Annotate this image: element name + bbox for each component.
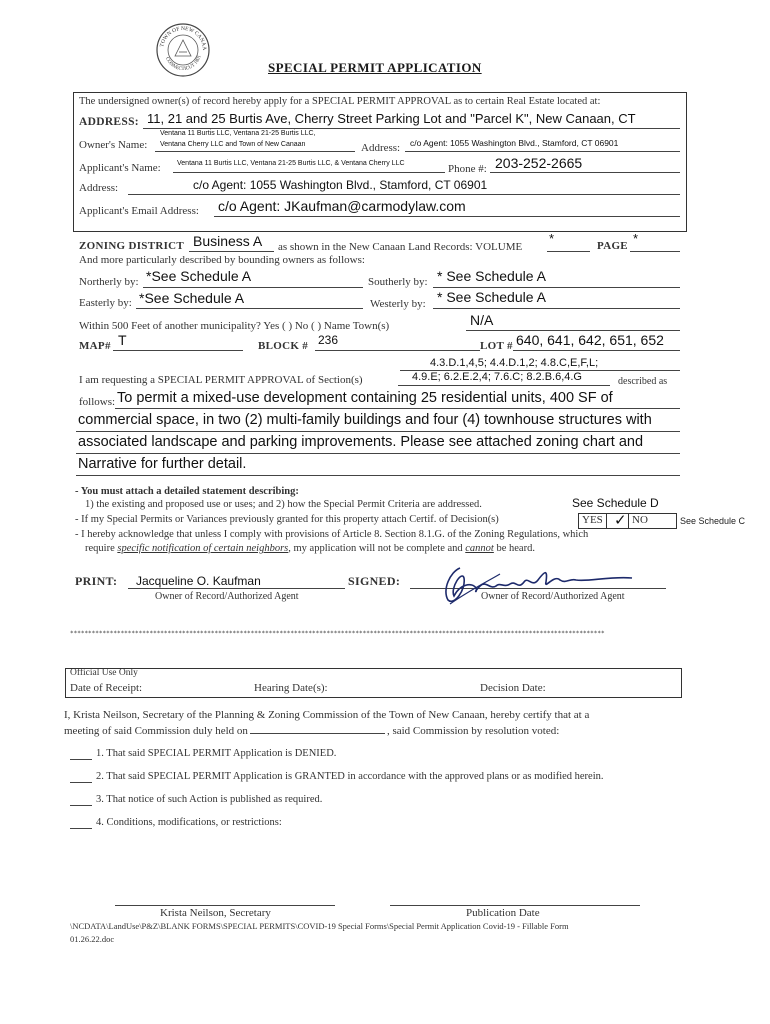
map-label: MAP# <box>79 340 111 352</box>
certification-line-2: meeting of said Commission duly held on , said Commission by resolution voted: <box>64 725 560 737</box>
address-label: ADDRESS: <box>79 116 139 128</box>
southerly-field[interactable]: * See Schedule A <box>437 268 546 284</box>
neighbor-notification-link[interactable]: specific notification of certain neighbors <box>117 543 289 554</box>
hearing-dates-label: Hearing Date(s): <box>254 682 328 694</box>
check-icon: ✓ <box>614 511 627 529</box>
official-use-box <box>65 668 682 698</box>
description-line-4[interactable]: Narrative for further detail. <box>78 456 247 472</box>
lot-label: LOT # <box>480 340 513 352</box>
svg-text:CONNECTICUT 1801: CONNECTICUT 1801 <box>164 54 203 73</box>
vote-item-4[interactable]: 4. Conditions, modifications, or restrictions: <box>96 817 282 828</box>
northerly-label: Northerly by: <box>79 276 139 288</box>
page-label: PAGE <box>597 240 628 252</box>
applicant-name-field[interactable]: Ventana 11 Burtis LLC, Ventana 21-25 Burtis LLC, & Ventana Cherry LLC <box>177 160 405 167</box>
decision-date-label: Decision Date: <box>480 682 546 694</box>
within-500-text: Within 500 Feet of another municipality? Yes ( ) No ( ) Name Town(s) <box>79 320 390 332</box>
map-field[interactable]: T <box>118 332 127 348</box>
lot-field[interactable]: 640, 641, 642, 651, 652 <box>516 332 664 348</box>
description-line-3[interactable]: associated landscape and parking improvements. Please see attached zoning chart and <box>78 434 644 450</box>
owner-address-field[interactable]: c/o Agent: 1055 Washington Blvd., Stamford, CT 06901 <box>410 138 619 148</box>
schedule-c-note: See Schedule C <box>680 516 746 526</box>
email-label: Applicant's Email Address: <box>79 205 199 217</box>
meeting-date-field[interactable] <box>250 723 385 734</box>
applicant-address-label: Address: <box>79 182 119 194</box>
sections-field-line2[interactable]: 4.9.E; 6.2.E.2,4; 7.6.C; 8.2.B.6,4.G <box>412 371 582 383</box>
description-line-1[interactable]: To permit a mixed-use development containing 25 residential units, 400 SF of <box>117 390 613 406</box>
intro-text: The undersigned owner(s) of record hereby apply for a SPECIAL PERMIT APPROVAL as to certain Real Estate located at: <box>79 96 601 107</box>
address-field[interactable]: 11, 21 and 25 Burtis Ave, Cherry Street Parking Lot and "Parcel K", New Canaan, CT <box>147 111 636 126</box>
yes-option[interactable]: YES <box>582 514 603 526</box>
southerly-label: Southerly by: <box>368 276 428 288</box>
print-name-field[interactable]: Jacqueline O. Kaufman <box>136 574 261 588</box>
secretary-label: Krista Neilson, Secretary <box>160 907 271 919</box>
easterly-field[interactable]: *See Schedule A <box>139 290 245 306</box>
owner-address-label: Address: <box>361 142 401 154</box>
page-field[interactable]: * <box>633 231 639 246</box>
zoning-district-field[interactable]: Business A <box>193 233 263 249</box>
publication-date-label: Publication Date <box>466 907 540 919</box>
volume-field[interactable]: * <box>549 231 555 246</box>
page-title: SPECIAL PERMIT APPLICATION <box>268 60 482 75</box>
block-field[interactable]: 236 <box>318 333 339 347</box>
applicant-name-label: Applicant's Name: <box>79 162 161 174</box>
follows-label: follows: <box>79 396 116 408</box>
signed-label: SIGNED: <box>348 574 401 588</box>
print-label: PRINT: <box>75 574 118 588</box>
no-option[interactable]: NO <box>632 514 648 526</box>
applicant-address-field[interactable]: c/o Agent: 1055 Washington Blvd., Stamford, CT 06901 <box>193 178 488 192</box>
acknowledge-line-2: require specific notification of certain neighbors, my application will not be complete and cannot be heard. <box>85 543 535 554</box>
previous-permits-text: - If my Special Permits or Variances previously granted for this property attach Certif. of Decision(s) <box>75 514 499 525</box>
westerly-label: Westerly by: <box>370 298 426 310</box>
svg-text:TOWN OF NEW CANAAN: TOWN OF NEW CANAA <box>159 25 208 51</box>
described-as-text: described as <box>618 376 668 387</box>
vote-item-1[interactable]: 1. That said SPECIAL PERMIT Application is DENIED. <box>96 748 337 759</box>
easterly-label: Easterly by: <box>79 297 132 309</box>
acknowledge-line-1: - I hereby acknowledge that unless I comply with provisions of Article 8. Section 8.1.G. of the Zoning Regulations, which <box>75 529 589 540</box>
separator-line: **************************************************************************************************************************************************** <box>70 630 605 637</box>
owner-name-label: Owner's Name: <box>79 139 148 151</box>
schedule-d-note: See Schedule D <box>572 496 659 510</box>
official-use-label: Official Use Only <box>70 668 138 678</box>
block-label: BLOCK # <box>258 340 309 352</box>
westerly-field[interactable]: * See Schedule A <box>437 289 546 305</box>
town-seal <box>155 22 211 78</box>
footer-file-path: \NCDATA\LandUse\P&Z\BLANK FORMS\SPECIAL PERMITS\COVID-19 Special Forms\Special Permit Application Covid-19 - Fillable Form <box>70 921 569 931</box>
certification-line-1: I, Krista Neilson, Secretary of the Planning & Zoning Commission of the Town of New Canaan, hereby certify that at a <box>64 709 590 721</box>
sections-field-line1[interactable]: 4.3.D.1,4,5; 4.4.D.1,2; 4.8.C,E,F,L; <box>430 357 599 369</box>
phone-label: Phone #: <box>448 163 487 175</box>
requesting-text: I am requesting a SPECIAL PERMIT APPROVAL of Section(s) <box>79 374 363 386</box>
email-field[interactable]: c/o Agent: JKaufman@carmodylaw.com <box>218 198 466 214</box>
land-records-text: as shown in the New Canaan Land Records: VOLUME <box>278 241 523 253</box>
bounding-text: And more particularly described by bounding owners as follows: <box>79 254 365 266</box>
northerly-field[interactable]: *See Schedule A <box>146 268 252 284</box>
vote-item-2[interactable]: 2. That said SPECIAL PERMIT Application is GRANTED in accordance with the approved plans or as modified herein. <box>96 771 604 782</box>
attach-item-1: 1) the existing and proposed use or uses; and 2) how the Special Permit Criteria are addressed. <box>85 499 482 510</box>
town-field[interactable]: N/A <box>470 312 494 328</box>
vote-item-3[interactable]: 3. That notice of such Action is published as required. <box>96 794 323 805</box>
owner-name-field-line2[interactable]: Ventana Cherry LLC and Town of New Canaan <box>160 141 306 148</box>
phone-field[interactable]: 203-252-2665 <box>495 155 583 171</box>
footer-file-date: 01.26.22.doc <box>70 934 115 944</box>
owner-agent-caption-right: Owner of Record/Authorized Agent <box>481 591 625 602</box>
owner-name-field-line1[interactable]: Ventana 11 Burtis LLC, Ventana 21-25 Burtis LLC, <box>160 130 316 137</box>
date-receipt-label: Date of Receipt: <box>70 682 143 694</box>
description-line-2[interactable]: commercial space, in two (2) multi-family buildings and four (4) townhouse structures with <box>78 412 652 428</box>
zoning-district-label: ZONING DISTRICT <box>79 240 185 252</box>
attach-heading: - You must attach a detailed statement describing: <box>75 486 299 497</box>
owner-agent-caption-left: Owner of Record/Authorized Agent <box>155 591 299 602</box>
